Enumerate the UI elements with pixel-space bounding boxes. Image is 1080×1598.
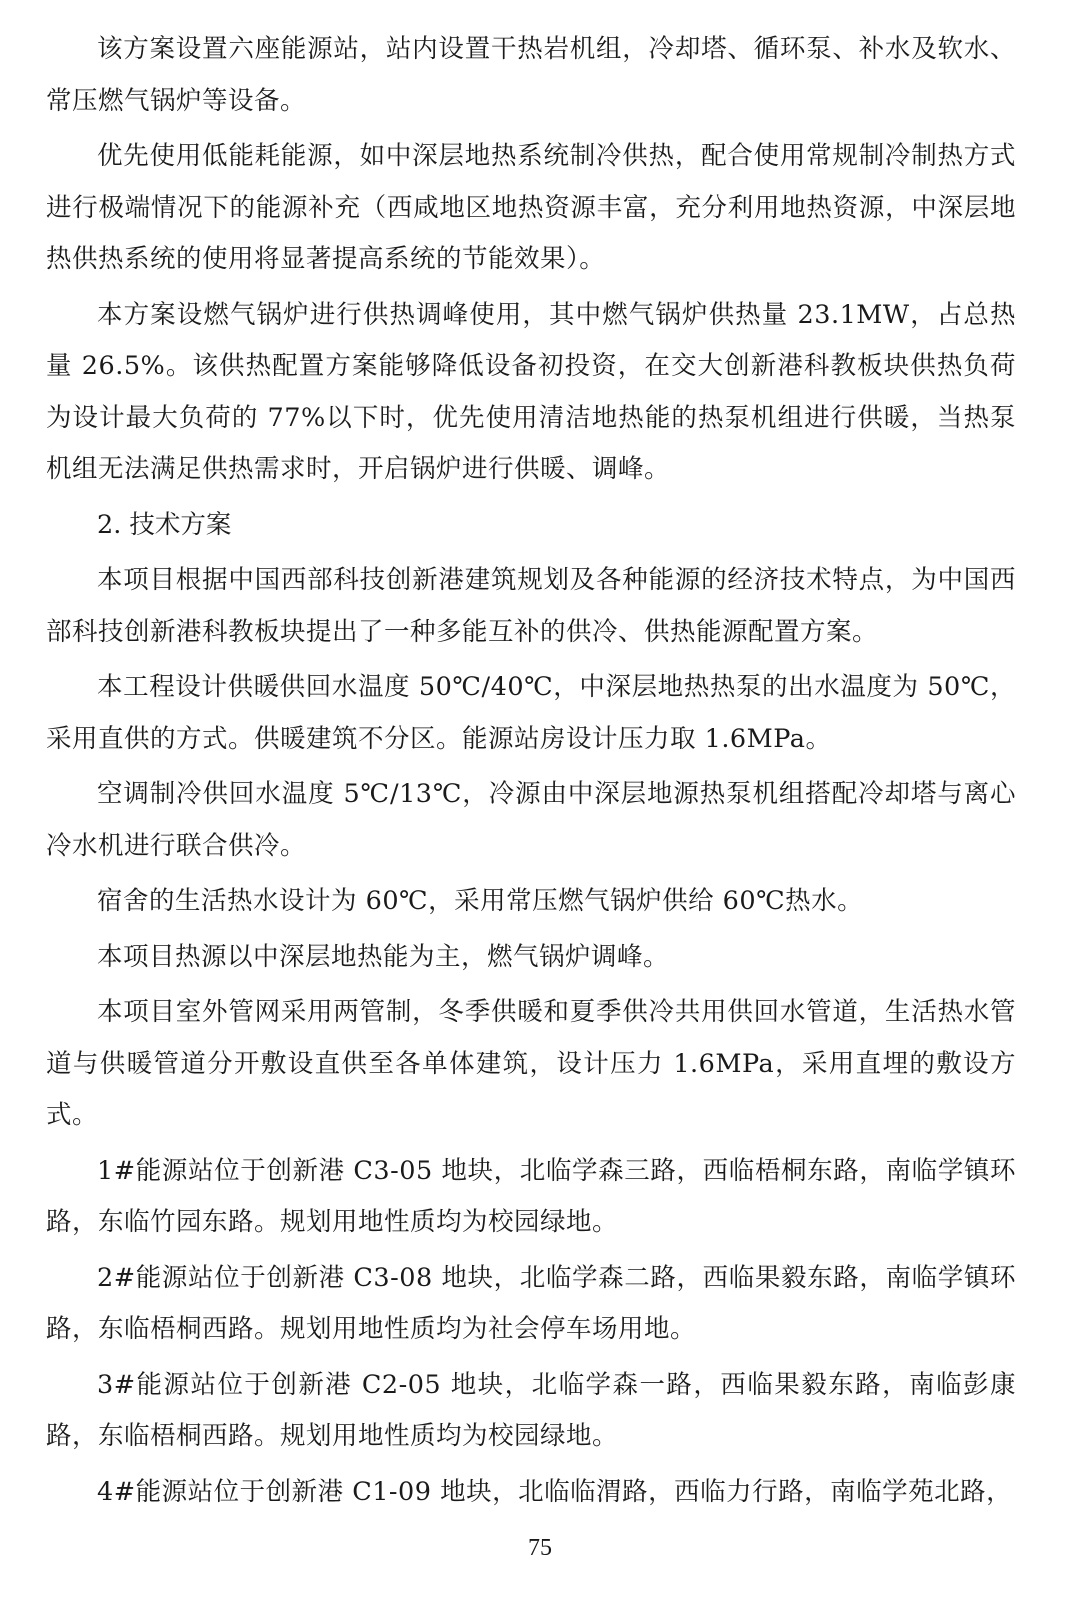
paragraph-gas-boiler-peak: 本方案设燃气锅炉进行供热调峰使用，其中燃气锅炉供热量 23.1MW，占总热量 26.5%。该供热配置方案能够降低设备初投资，在交大创新港科教板块供热负荷为设计最大负荷的 77%以下时，优先使用清洁地热能的热泵机组进行供暖，当热泵机组无法满足供热需求时，开启锅炉进行供暖、调峰。: [46, 299, 1016, 484]
paragraph-cooling-temperature: 空调制冷供回水温度 5℃/13℃，冷源由中深层地源热泵机组搭配冷却塔与离心冷水机进行联合供冷。: [46, 779, 1016, 861]
paragraph-heat-source: 本项目热源以中深层地热能为主，燃气锅炉调峰。: [97, 941, 670, 972]
paragraph-heating-temperature: 本工程设计供暖供回水温度 50℃/40℃，中深层地热热泵的出水温度为 50℃，采用直供的方式。供暖建筑不分区。能源站房设计压力取 1.6MPa。: [46, 672, 1016, 754]
paragraph-low-energy-priority: 优先使用低能耗能源，如中深层地热系统制冷供热，配合使用常规制冷制热方式进行极端情况下的能源补充（西咸地区地热资源丰富，充分利用地热资源，中深层地热供热系统的使用将显著提高系统的节能效果）。: [46, 141, 1016, 274]
paragraph-station-3: 3#能源站位于创新港 C2-05 地块，北临学森一路，西临果毅东路，南临彭康路，东临梧桐西路。规划用地性质均为校园绿地。: [46, 1369, 1016, 1451]
section-heading-technical-plan: 2. 技术方案: [97, 509, 232, 540]
paragraph-station-2: 2#能源站位于创新港 C3-08 地块，北临学森二路，西临果毅东路，南临学镇环路，东临梧桐西路。规划用地性质均为社会停车场用地。: [46, 1262, 1016, 1344]
paragraph-project-basis: 本项目根据中国西部科技创新港建筑规划及各种能源的经济技术特点，为中国西部科技创新港科教板块提出了一种多能互补的供冷、供热能源配置方案。: [46, 565, 1016, 647]
paragraph-station-1: 1#能源站位于创新港 C3-05 地块，北临学森三路，西临梧桐东路，南临学镇环路，东临竹园东路。规划用地性质均为校园绿地。: [46, 1155, 1016, 1237]
page-number: 75: [528, 1535, 552, 1561]
paragraph-hot-water: 宿舍的生活热水设计为 60℃，采用常压燃气锅炉供给 60℃热水。: [97, 886, 864, 916]
paragraph-station-4: 4#能源站位于创新港 C1-09 地块，北临临渭路，西临力行路，南临学苑北路，: [97, 1476, 1013, 1507]
paragraph-pipe-network: 本项目室外管网采用两管制，冬季供暖和夏季供冷共用供回水管道，生活热水管道与供暖管道分开敷设直供至各单体建筑，设计压力 1.6MPa，采用直埋的敷设方式。: [46, 997, 1016, 1130]
paragraph-energy-stations: 该方案设置六座能源站，站内设置干热岩机组，冷却塔、循环泵、补水及软水、常压燃气锅炉等设备。: [46, 34, 1016, 116]
document-page: [46, 24, 1016, 1522]
